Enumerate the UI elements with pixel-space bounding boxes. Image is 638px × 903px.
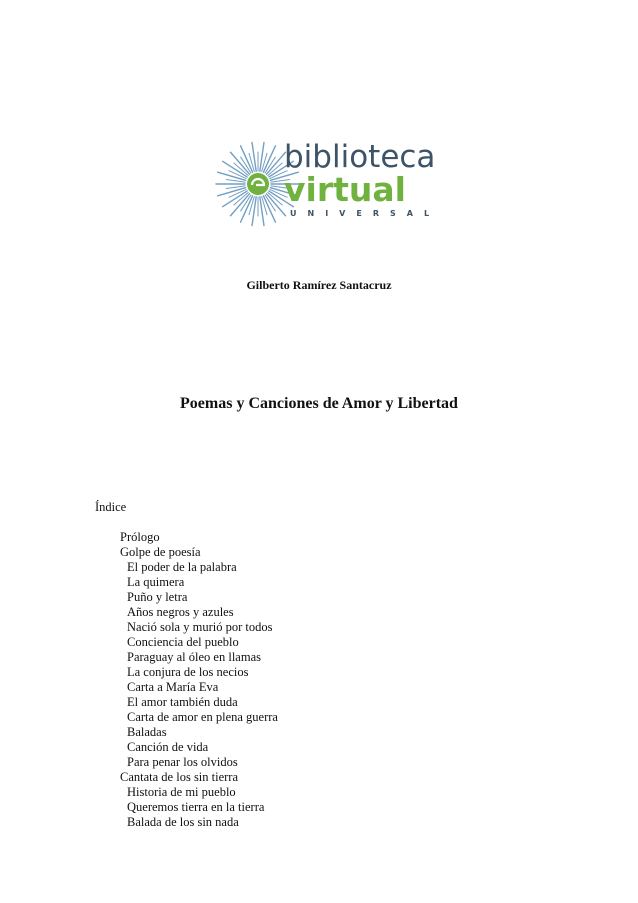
book-title: Poemas y Canciones de Amor y Libertad — [180, 395, 458, 412]
logo-word-biblioteca: biblioteca — [284, 139, 436, 175]
sunburst-ray — [230, 152, 249, 174]
toc-item: Balada de los sin nada — [127, 815, 239, 829]
toc-item: La conjura de los necios — [127, 665, 249, 679]
toc-item: Historia de mi pueblo — [127, 785, 236, 799]
toc-item: Para penar los olvidos — [127, 755, 238, 769]
toc-item: Paraguay al óleo en llamas — [127, 650, 261, 664]
toc-item: Prólogo — [120, 530, 160, 544]
toc-item: Nació sola y murió por todos — [127, 620, 273, 634]
toc-item: Queremos tierra en la tierra — [127, 800, 265, 814]
toc-item: El amor también duda — [127, 695, 238, 709]
logo-word-virtual: virtual — [284, 170, 406, 209]
toc-item: Baladas — [127, 725, 167, 739]
toc-item: Años negros y azules — [127, 605, 234, 619]
table-of-contents — [0, 530, 278, 830]
toc-item: Golpe de poesía — [120, 545, 201, 559]
toc-item: Cantata de los sin tierra — [120, 770, 239, 784]
toc-item: Conciencia del pueblo — [127, 635, 239, 649]
author-name: Gilberto Ramírez Santacruz — [246, 278, 392, 292]
toc-item: Canción de vida — [127, 740, 209, 754]
logo-word-universal: UNIVERSAL — [290, 209, 441, 218]
toc-item: Carta a María Eva — [127, 680, 219, 694]
toc-item: Carta de amor en plena guerra — [127, 710, 278, 724]
toc-item: Puño y letra — [127, 590, 188, 604]
sunburst-ray — [267, 194, 286, 216]
toc-item: La quimera — [127, 575, 185, 589]
sunburst-ray — [267, 152, 286, 174]
index-heading: Índice — [95, 500, 127, 514]
sunburst-ray — [230, 194, 249, 216]
biblioteca-virtual-logo — [212, 136, 441, 232]
toc-item: El poder de la palabra — [127, 560, 237, 574]
